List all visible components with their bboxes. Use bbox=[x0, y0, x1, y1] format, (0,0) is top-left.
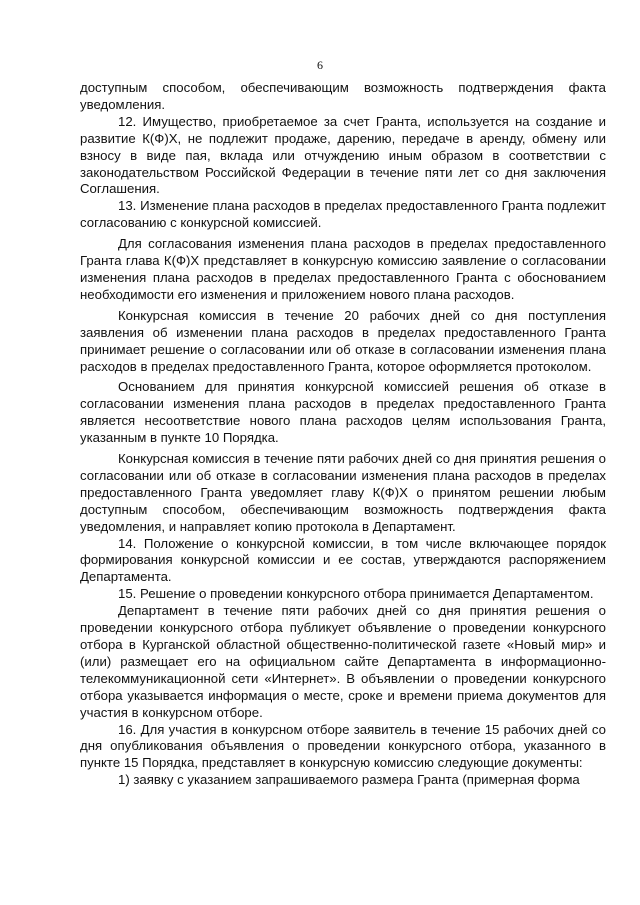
paragraph-item-16: 16. Для участия в конкурсном отборе заявитель в течение 15 рабочих дней со дня опубликования объявления о проведении конкурсного отбора, указанного в пункте 15 Порядка, представляет в конкурсную комиссию следующие документы: bbox=[80, 721, 606, 771]
paragraph-notification: Конкурсная комиссия в течение пяти рабочих дней со дня принятия решения о согласовании или об отказе в согласовании изменения плана расходов в пределах предоставленного Гранта уведомляет главу К(Ф)Х о принятом решении любым доступным способом, обеспечивающим возможность подтверждения факта уведомления, и направляет копию протокола в Департамент. bbox=[80, 451, 606, 534]
document-body bbox=[80, 80, 606, 789]
paragraph-item-15: 15. Решение о проведении конкурсного отбора принимается Департаментом. bbox=[118, 586, 594, 602]
paragraph-continuation: доступным способом, обеспечивающим возможность подтверждения факта уведомления. bbox=[80, 80, 606, 112]
paragraph-commission-decision: Конкурсная комиссия в течение 20 рабочих дней со дня поступления заявления об изменении плана расходов в пределах предоставленного Гранта принимает решение о согласовании или об отказе в согласовании изменения плана расходов в пределах предоставленного Гранта, которое оформляется протоколом. bbox=[80, 307, 606, 374]
paragraph-list-item-1: 1) заявку с указанием запрашиваемого размера Гранта (примерная форма bbox=[118, 772, 580, 788]
paragraph-refusal-grounds: Основанием для принятия конкурсной комиссией решения об отказе в согласовании изменения плана расходов в пределах предоставленного Гранта является несоответствие нового плана расходов целям использования Гранта, указанным в пункте 10 Порядка. bbox=[80, 379, 606, 446]
paragraph-announcement: Департамент в течение пяти рабочих дней со дня принятия решения о проведении конкурсного отбора публикует объявление о проведении конкурсного отбора в Курганской областной общественно-политической газете «Новый мир» и (или) размещает его на официальном сайте Департамента в информационно-телекоммуникационной сети «Интернет». В объявлении о проведении конкурсного отбора указывается информация о месте, сроке и времени приема документов для участия в конкурсном отборе. bbox=[80, 603, 606, 720]
paragraph-approval-request: Для согласования изменения плана расходов в пределах предоставленного Гранта глава К(Ф)Х представляет в конкурсную комиссию заявление о согласовании изменения плана расходов в пределах предоставленного Гранта с обоснованием необходимости его изменения и приложением нового плана расходов. bbox=[80, 236, 606, 302]
page-number: 6 bbox=[317, 58, 323, 72]
paragraph-item-12: 12. Имущество, приобретаемое за счет Гранта, используется на создание и развитие К(Ф)Х, не подлежит продаже, дарению, передаче в аренду, обмену или взносу в виде пая, вклада или отчуждению иным образом в соответствии с законодательством Российской Федерации в течение пяти лет со дня заключения Соглашения. bbox=[80, 113, 606, 197]
paragraph-item-14: 14. Положение о конкурсной комиссии, в том числе включающее порядок формирования конкурсной комиссии и ее состав, утверждаются распоряжением Департамента. bbox=[80, 535, 606, 585]
paragraph-item-13: 13. Изменение плана расходов в пределах предоставленного Гранта подлежит согласованию с конкурсной комиссией. bbox=[80, 198, 606, 231]
